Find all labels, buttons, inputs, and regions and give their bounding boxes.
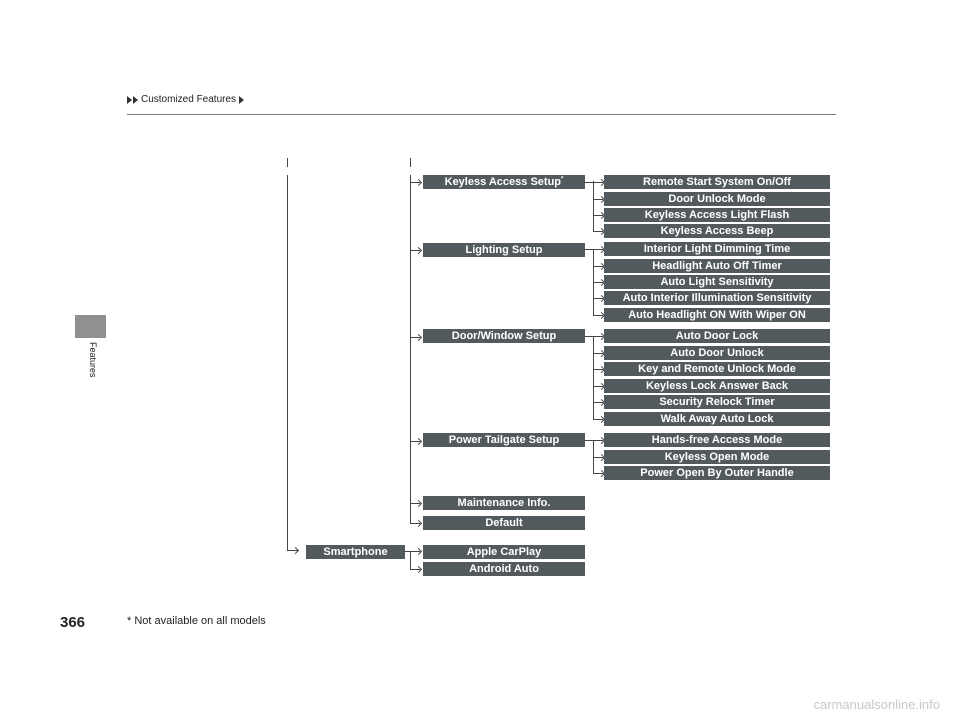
breadcrumb-arrow-icon — [239, 96, 244, 104]
menu-auto-light-sensitivity[interactable]: Auto Light Sensitivity — [604, 275, 830, 289]
trunk-line — [593, 181, 594, 231]
arrow-icon — [415, 179, 422, 186]
menu-smartphone[interactable]: Smartphone — [306, 545, 405, 559]
section-label: Features — [88, 342, 98, 378]
trunk-line — [410, 175, 411, 523]
menu-walk-away-auto-lock[interactable]: Walk Away Auto Lock — [604, 412, 830, 426]
arrow-icon — [415, 247, 422, 254]
menu-auto-headlight-on-with-wiper-on[interactable]: Auto Headlight ON With Wiper ON — [604, 308, 830, 322]
menu-power-tailgate-setup[interactable]: Power Tailgate Setup — [423, 433, 585, 447]
menu-keyless-lock-answer-back[interactable]: Keyless Lock Answer Back — [604, 379, 830, 393]
arrow-icon — [415, 548, 422, 555]
menu-hands-free-access-mode[interactable]: Hands-free Access Mode — [604, 433, 830, 447]
menu-maintenance-info[interactable]: Maintenance Info. — [423, 496, 585, 510]
menu-headlight-auto-off-timer[interactable]: Headlight Auto Off Timer — [604, 259, 830, 273]
footnote-mark: * — [561, 176, 564, 183]
footnote: * Not available on all models — [127, 615, 266, 627]
menu-default[interactable]: Default — [423, 516, 585, 530]
arrow-icon — [415, 566, 422, 573]
menu-keyless-access-light-flash[interactable]: Keyless Access Light Flash — [604, 208, 830, 222]
header-rule — [127, 114, 836, 115]
menu-android-auto[interactable]: Android Auto — [423, 562, 585, 576]
menu-door-window-setup[interactable]: Door/Window Setup — [423, 329, 585, 343]
menu-keyless-access-beep[interactable]: Keyless Access Beep — [604, 224, 830, 238]
arrow-icon — [415, 500, 422, 507]
menu-security-relock-timer[interactable]: Security Relock Timer — [604, 395, 830, 409]
menu-door-unlock-mode[interactable]: Door Unlock Mode — [604, 192, 830, 206]
trunk-line — [410, 551, 411, 569]
menu-key-and-remote-unlock-mode[interactable]: Key and Remote Unlock Mode — [604, 362, 830, 376]
menu-auto-interior-illumination-sensitivity[interactable]: Auto Interior Illumination Sensitivity — [604, 291, 830, 305]
menu-power-open-by-outer-handle[interactable]: Power Open By Outer Handle — [604, 466, 830, 480]
menu-label: Keyless Access Setup — [444, 176, 562, 188]
breadcrumb — [127, 94, 245, 105]
trunk-line — [287, 175, 288, 550]
menu-auto-door-unlock[interactable]: Auto Door Unlock — [604, 346, 830, 360]
menu-apple-carplay[interactable]: Apple CarPlay — [423, 545, 585, 559]
breadcrumb-title[interactable]: Customized Features — [141, 94, 237, 105]
menu-lighting-setup[interactable]: Lighting Setup — [423, 243, 585, 257]
arrow-icon — [292, 547, 299, 554]
breadcrumb-arrow-icon — [127, 96, 132, 104]
trunk-line — [593, 336, 594, 419]
menu-keyless-open-mode[interactable]: Keyless Open Mode — [604, 450, 830, 464]
menu-keyless-access-setup[interactable] — [423, 175, 585, 189]
menu-interior-light-dimming-time[interactable]: Interior Light Dimming Time — [604, 242, 830, 256]
breadcrumb-arrow-icon — [133, 96, 138, 104]
menu-auto-door-lock[interactable]: Auto Door Lock — [604, 329, 830, 343]
arrow-icon — [415, 438, 422, 445]
section-tab — [75, 315, 106, 338]
arrow-icon — [415, 334, 422, 341]
page-number: 366 — [60, 614, 86, 631]
column-tick — [287, 158, 288, 167]
arrow-icon — [415, 520, 422, 527]
watermark: carmanualsonline.info — [813, 697, 940, 712]
menu-remote-start-system[interactable]: Remote Start System On/Off — [604, 175, 830, 189]
column-tick — [410, 158, 411, 167]
